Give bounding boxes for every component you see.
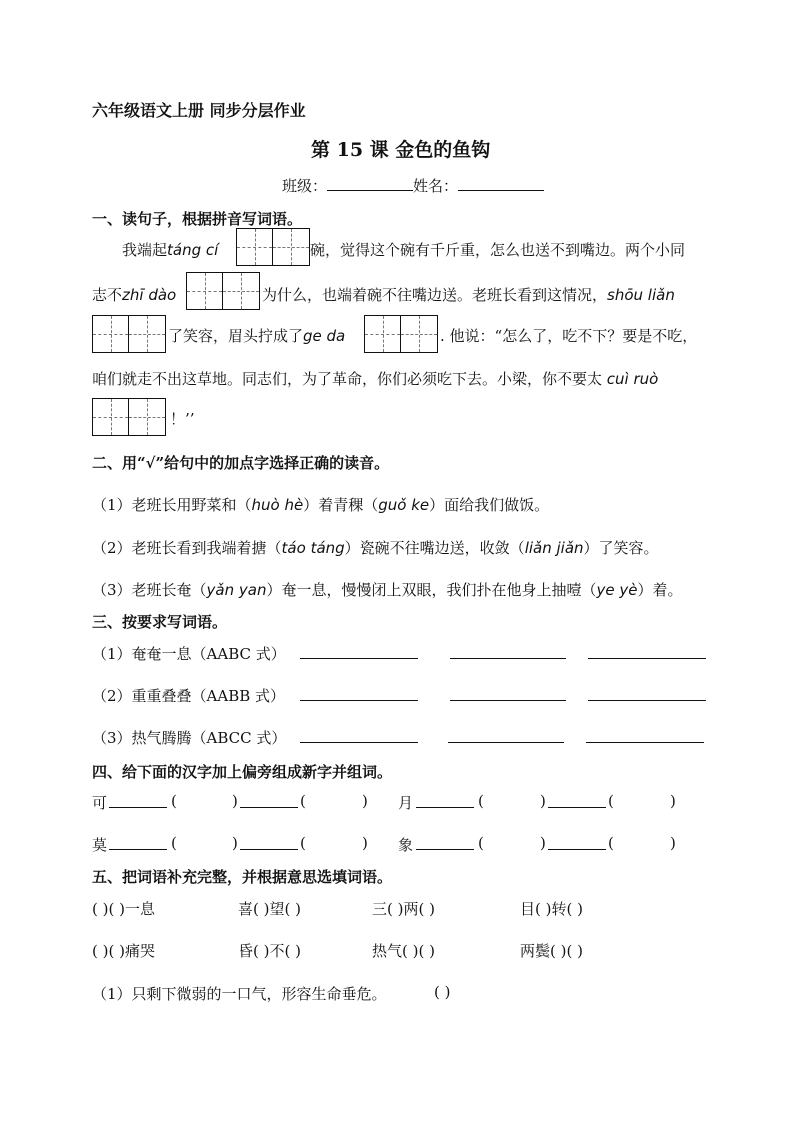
idiom-fill[interactable]: ( )( )一息 xyxy=(92,900,155,918)
answer-line[interactable] xyxy=(416,849,474,850)
paren-left: ( xyxy=(478,792,484,810)
char-ke: 可 xyxy=(92,794,108,812)
s1-line-3b: . 他说：“怎么了，吃不下？要是不吃， xyxy=(440,327,698,345)
s2-text: ）了笑容。 xyxy=(583,539,659,557)
tian-box-shoulian[interactable] xyxy=(92,315,166,353)
s2-text: ）瓷碗不往嘴边送，收敛（ xyxy=(344,539,525,557)
answer-line[interactable] xyxy=(448,742,564,743)
s1-text: 我端起 xyxy=(122,241,168,259)
pinyin-option[interactable]: liǎn jiǎn xyxy=(524,539,584,557)
paren-right: ) xyxy=(540,792,546,810)
answer-line[interactable] xyxy=(300,700,418,701)
paren-left: ( xyxy=(300,834,306,852)
class-label: 班级： xyxy=(282,177,328,195)
s2-text: ）着。 xyxy=(637,581,683,599)
worksheet-header: 六年级语文上册 同步分层作业 xyxy=(92,101,306,120)
s1-text: 为什么，也端着碗不往嘴边送。老班长看到这情况， xyxy=(262,286,608,304)
student-info xyxy=(282,175,544,196)
pinyin-tangci: táng cí xyxy=(167,241,219,259)
s1-text: 了笑容，眉头拧成了 xyxy=(168,327,304,345)
section-1-heading: 一、读句子，根据拼音写词语。 xyxy=(92,210,303,228)
pinyin-shoulian: shōu liǎn xyxy=(607,286,675,304)
s1-line-4 xyxy=(92,368,658,389)
answer-line[interactable] xyxy=(240,849,298,850)
tian-box-tangci[interactable] xyxy=(236,228,310,266)
s2-text: （2）老班长看到我端着搪（ xyxy=(92,539,282,557)
idiom-fill[interactable]: 喜( )望( ) xyxy=(238,900,301,918)
answer-line[interactable] xyxy=(586,742,704,743)
pinyin-option[interactable]: guǒ ke xyxy=(378,496,430,514)
s1-line-3a xyxy=(168,325,345,346)
s1-line-5: ！’’ xyxy=(170,410,195,428)
name-blank[interactable] xyxy=(458,176,544,191)
s2-text: （1）老班长用野菜和（ xyxy=(92,496,252,514)
pinyin-option[interactable]: huò hè xyxy=(251,496,304,514)
tian-box-geda[interactable] xyxy=(364,315,438,353)
pinyin-option[interactable]: yǎn yan xyxy=(206,581,267,599)
paren-right: ) xyxy=(362,792,368,810)
s2-question-2 xyxy=(92,537,659,558)
s2-text: ）奄一息，慢慢闭上双眼，我们扑在他身上抽噎（ xyxy=(266,581,597,599)
s2-question-1 xyxy=(92,494,549,515)
pinyin-geda: ge da xyxy=(303,327,346,345)
answer-line[interactable] xyxy=(416,807,474,808)
s1-line-1a xyxy=(122,239,218,260)
paren-right: ) xyxy=(362,834,368,852)
paren-right: ) xyxy=(232,792,238,810)
char-mo: 莫 xyxy=(92,836,108,854)
idiom-fill[interactable]: ( )( )痛哭 xyxy=(92,942,155,960)
paren-right: ) xyxy=(670,834,676,852)
section-2-heading: 二、用“√”给句中的加点字选择正确的读音。 xyxy=(92,454,390,472)
paren-left: ( xyxy=(608,834,614,852)
s2-text: ）面给我们做饭。 xyxy=(429,496,550,514)
s3-item-1: （1）奄奄一息（AABC 式） xyxy=(92,645,286,663)
idiom-fill[interactable]: 三( )两( ) xyxy=(372,900,435,918)
answer-line[interactable] xyxy=(450,658,566,659)
lesson-title: 第 15 课 金色的鱼钩 xyxy=(311,139,491,161)
paren-left: ( xyxy=(478,834,484,852)
paren-left: ( xyxy=(171,792,177,810)
s1-line-2a xyxy=(92,284,176,305)
pinyin-option[interactable]: táo táng xyxy=(281,539,345,557)
section-5-heading: 五、把词语补充完整，并根据意思选填词语。 xyxy=(92,868,393,886)
answer-line[interactable] xyxy=(300,742,418,743)
s1-text: 咱们就走不出这草地。同志们，为了革命，你们必须吃下去。小梁，你不要太 xyxy=(92,370,603,388)
s5-answer-paren[interactable]: ( ) xyxy=(434,983,451,1001)
char-yue: 月 xyxy=(398,794,414,812)
answer-line[interactable] xyxy=(450,700,566,701)
paren-right: ) xyxy=(540,834,546,852)
idiom-fill[interactable]: 热气( )( ) xyxy=(372,942,435,960)
paren-left: ( xyxy=(171,834,177,852)
idiom-fill[interactable]: 两鬓( )( ) xyxy=(520,942,583,960)
s3-item-3: （3）热气腾腾（ABCC 式） xyxy=(92,729,287,747)
idiom-fill[interactable]: 目( )转( ) xyxy=(520,900,583,918)
char-xiang: 象 xyxy=(398,836,414,854)
answer-line[interactable] xyxy=(300,658,418,659)
name-label: 姓名： xyxy=(413,177,459,195)
idiom-fill[interactable]: 昏( )不( ) xyxy=(238,942,301,960)
section-4-heading: 四、给下面的汉字加上偏旁组成新字并组词。 xyxy=(92,763,393,781)
paren-left: ( xyxy=(300,792,306,810)
answer-line[interactable] xyxy=(548,849,606,850)
pinyin-cuiruo: cuì ruò xyxy=(606,370,659,388)
s1-text: 志不 xyxy=(92,286,123,304)
answer-line[interactable] xyxy=(548,807,606,808)
answer-line[interactable] xyxy=(588,700,706,701)
pinyin-zhidao: zhī dào xyxy=(122,286,177,304)
answer-line[interactable] xyxy=(240,807,298,808)
s2-question-3 xyxy=(92,579,682,600)
s3-item-2: （2）重重叠叠（AABB 式） xyxy=(92,687,286,705)
pinyin-option[interactable]: ye yè xyxy=(596,581,638,599)
s1-line-1b: 碗，觉得这个碗有千斤重，怎么也送不到嘴边。两个小同 xyxy=(310,241,686,259)
class-blank[interactable] xyxy=(327,176,413,191)
s1-line-2b xyxy=(262,284,675,305)
s2-text: （3）老班长奄（ xyxy=(92,581,207,599)
section-3-heading: 三、按要求写词语。 xyxy=(92,613,228,631)
s5-question-1: （1）只剩下微弱的一口气，形容生命垂危。 xyxy=(92,985,387,1003)
answer-line[interactable] xyxy=(109,849,167,850)
paren-right: ) xyxy=(232,834,238,852)
paren-left: ( xyxy=(608,792,614,810)
s2-text: ）着青稞（ xyxy=(303,496,379,514)
tian-box-cuiruo[interactable] xyxy=(92,398,166,436)
paren-right: ) xyxy=(670,792,676,810)
answer-line[interactable] xyxy=(109,807,167,808)
tian-box-zhidao[interactable] xyxy=(186,272,260,310)
answer-line[interactable] xyxy=(588,658,706,659)
